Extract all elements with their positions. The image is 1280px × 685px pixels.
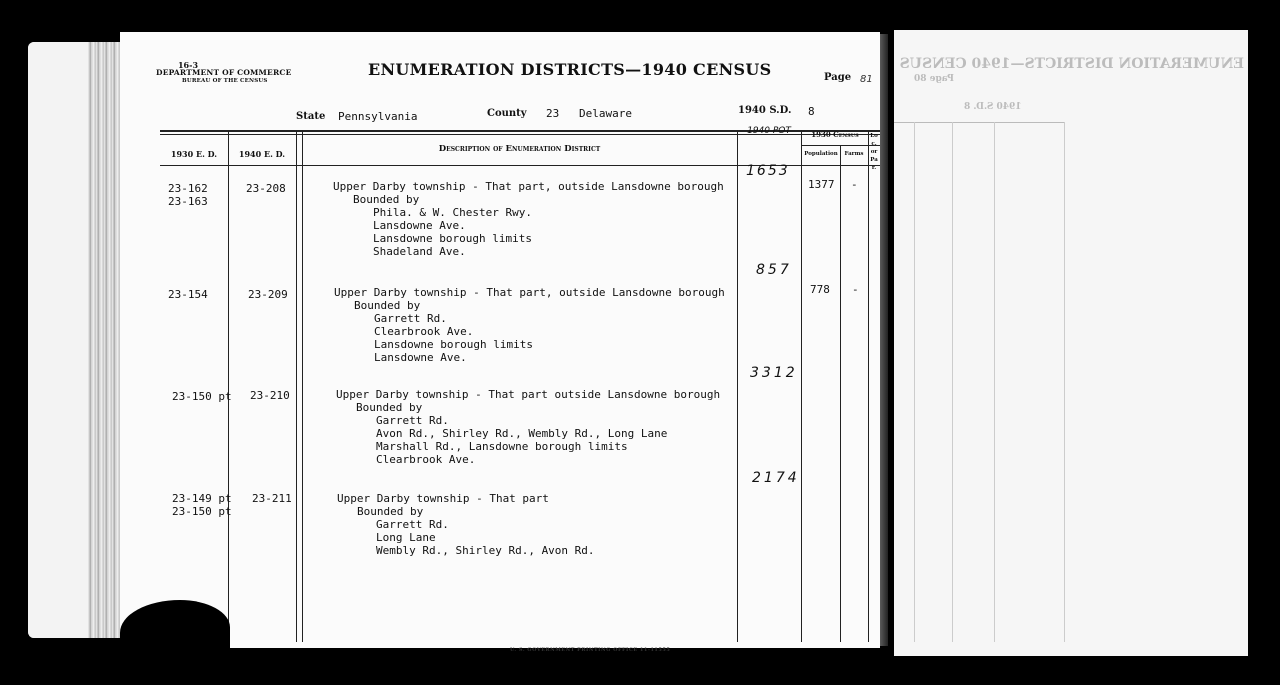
row-pot: 1653 xyxy=(746,163,790,179)
row-bound: Wembly Rd., Shirley Rd., Avon Rd. xyxy=(376,544,595,557)
county-code: 23 xyxy=(546,107,560,120)
row-population: 1377 xyxy=(808,178,835,191)
row-pot: 857 xyxy=(756,262,792,278)
row-bound: Garrett Rd. xyxy=(376,518,449,531)
row-bounded-by: Bounded by xyxy=(354,299,421,312)
row-bound: Marshall Rd., Lansdowne borough limits xyxy=(376,440,628,453)
page-label: Page xyxy=(824,72,852,83)
row-bounded-by: Bounded by xyxy=(353,193,420,206)
page-title: ENUMERATION DISTRICTS—1940 CENSUS xyxy=(368,60,772,79)
col-header-1930-ed: 1930 E. D. xyxy=(170,149,218,159)
row-bound: Clearbrook Ave. xyxy=(374,325,474,338)
state-value: Pennsylvania xyxy=(338,110,418,123)
row-bound: Avon Rd., Shirley Rd., Wembly Rd., Long Lane xyxy=(376,427,668,440)
row-bound: Phila. & W. Chester Rwy. xyxy=(373,206,532,219)
row-ed-1930: 23-162 xyxy=(168,182,208,195)
row-description: Upper Darby township - That part, outside Lansdowne borough xyxy=(333,180,724,193)
col-header-population: Population xyxy=(804,151,838,157)
row-ed-1940: 23-211 xyxy=(252,492,292,505)
row-pot: 2174 xyxy=(752,470,800,486)
sd-value: 8 xyxy=(808,105,815,118)
right-page-title: ENUMERATION DISTRICTS—1940 CENSUS xyxy=(899,56,1244,72)
row-ed-1940: 23-210 xyxy=(250,389,290,402)
row-bound: Shadeland Ave. xyxy=(373,245,466,258)
row-farms: - xyxy=(851,178,858,191)
col-header-1940-pot: 1940 POT xyxy=(747,126,791,136)
printer-footer: U. S. GOVERNMENT PRINTING OFFICE 11-11555 xyxy=(510,647,671,653)
county-value: Delaware xyxy=(579,107,632,120)
row-pot: 3312 xyxy=(750,365,798,381)
row-bounded-by: Bounded by xyxy=(356,401,423,414)
row-ed-1930: 23-154 xyxy=(168,288,208,301)
row-bound: Clearbrook Ave. xyxy=(376,453,476,466)
page-number: 81 xyxy=(860,74,873,85)
row-ed-1930: 23-150 pt xyxy=(172,390,232,403)
row-bound: Lansdowne borough limits xyxy=(374,338,533,351)
row-bounded-by: Bounded by xyxy=(357,505,424,518)
sd-label: 1940 S.D. xyxy=(738,105,792,116)
row-ed-1930: 23-149 pt xyxy=(172,492,232,505)
row-bound: Lansdowne Ave. xyxy=(373,219,466,232)
row-ed-1930: 23-163 xyxy=(168,195,208,208)
row-farms: - xyxy=(852,283,859,296)
row-ed-1930: 23-150 pt xyxy=(172,505,232,518)
form-number: 16-3 xyxy=(177,60,199,70)
row-population: 778 xyxy=(810,283,830,296)
col-header-extra: Loc. or Par. xyxy=(870,133,878,171)
county-label: County xyxy=(487,108,527,119)
row-bound: Long Lane xyxy=(376,531,436,544)
census-page xyxy=(120,32,880,653)
bureau-name: BUREAU OF THE CENSUS xyxy=(182,78,268,84)
row-ed-1940: 23-209 xyxy=(248,288,288,301)
book-edge-light xyxy=(28,42,88,638)
col-header-1930-census: 1930 Census xyxy=(811,130,859,139)
row-ed-1940: 23-208 xyxy=(246,182,286,195)
row-bound: Garrett Rd. xyxy=(376,414,449,427)
row-bound: Lansdowne Ave. xyxy=(374,351,467,364)
right-page-sd: 1940 S.D. 8 xyxy=(964,102,1022,112)
row-bound: Garrett Rd. xyxy=(374,312,447,325)
state-label: State xyxy=(296,111,326,122)
right-page xyxy=(894,30,1248,656)
row-description: Upper Darby township - That part outside Lansdowne borough xyxy=(336,388,721,401)
right-page-number: Page 80 xyxy=(914,74,955,84)
dark-shadow xyxy=(120,600,230,660)
col-header-1940-ed: 1940 E. D. xyxy=(238,149,286,159)
col-header-description: Description of Enumeration District xyxy=(438,144,601,154)
department-name: DEPARTMENT OF COMMERCE xyxy=(156,68,292,77)
row-bound: Lansdowne borough limits xyxy=(373,232,532,245)
department-label xyxy=(156,68,296,86)
row-description: Upper Darby township - That part, outside Lansdowne borough xyxy=(334,286,725,299)
col-header-farms: Farms xyxy=(844,151,864,157)
row-description: Upper Darby township - That part xyxy=(337,492,549,505)
